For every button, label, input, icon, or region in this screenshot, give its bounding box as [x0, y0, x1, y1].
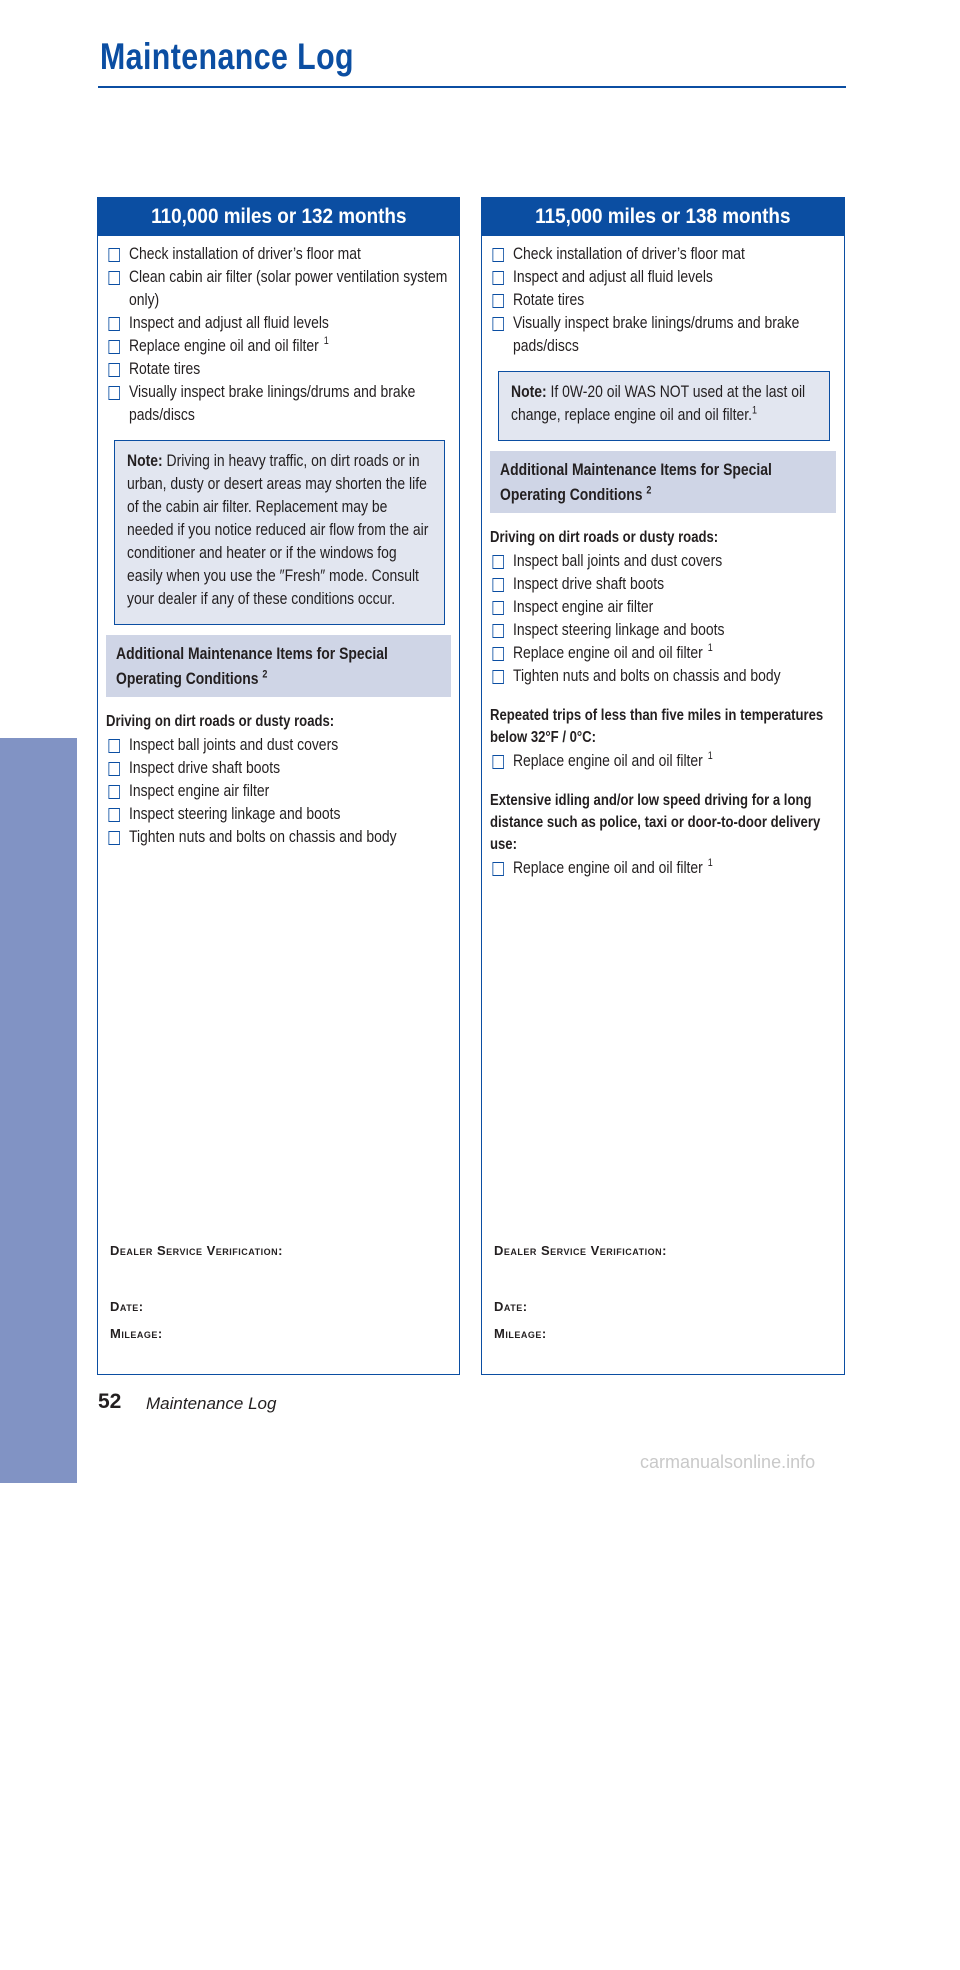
checklist-item-label: Inspect and adjust all fluid levels — [128, 313, 329, 332]
left-column — [97, 197, 460, 1375]
checklist-item-label: Inspect drive shaft boots — [128, 758, 281, 777]
additional-title: Additional Maintenance Items for Special Operating Conditions — [116, 644, 388, 688]
checklist-item-label: Replace engine oil and oil filter — [128, 336, 319, 355]
checkbox-icon[interactable] — [108, 831, 119, 845]
dealer-verification-label: Dealer Service Verification: — [110, 1243, 283, 1258]
checklist-item — [490, 664, 836, 687]
checkbox-icon[interactable] — [492, 271, 503, 285]
checklist-item-label: Check installation of driver’s floor mat — [512, 244, 745, 263]
checkbox-icon[interactable] — [108, 363, 119, 377]
checklist-item — [490, 595, 836, 618]
right-column — [481, 197, 845, 1375]
checklist-item — [106, 733, 451, 756]
right-checklist — [490, 242, 836, 357]
checkbox-icon[interactable] — [108, 386, 119, 400]
checkbox-icon[interactable] — [492, 555, 503, 569]
right-column-body — [482, 236, 844, 891]
note-text: If 0W-20 oil WAS NOT used at the last oil change, replace engine oil and oil filter. — [511, 382, 806, 424]
checkbox-icon[interactable] — [492, 755, 503, 769]
checklist-item — [490, 618, 836, 641]
checkbox-icon[interactable] — [108, 248, 119, 262]
section-spacer — [106, 848, 451, 860]
checkbox-icon[interactable] — [492, 578, 503, 592]
left-sections — [106, 711, 451, 860]
section-spacer — [490, 879, 836, 891]
checkbox-icon[interactable] — [492, 862, 503, 876]
checklist-item — [106, 756, 451, 779]
watermark: carmanualsonline.info — [640, 1452, 816, 1472]
checklist-item — [106, 265, 451, 311]
checklist-item-label: Inspect ball joints and dust covers — [128, 735, 339, 754]
page-number: 52 — [98, 1390, 122, 1413]
checkbox-icon[interactable] — [108, 340, 119, 354]
right-additional-items-header — [490, 451, 836, 513]
checklist-item — [490, 311, 836, 357]
left-column-body — [98, 236, 459, 860]
checklist-item — [106, 334, 451, 357]
side-tab-label: MAINTENANCE — [21, 1722, 54, 1970]
footnote-marker: 1 — [707, 642, 713, 655]
checklist-item — [106, 357, 451, 380]
checklist-item — [490, 572, 836, 595]
checklist-item-label: Inspect drive shaft boots — [512, 574, 665, 593]
checklist-item-label: Inspect ball joints and dust covers — [512, 551, 723, 570]
footer-label: Maintenance Log — [146, 1394, 277, 1413]
checklist-item-label: Tighten nuts and bolts on chassis and body — [128, 827, 397, 846]
checklist-item — [490, 265, 836, 288]
checkbox-icon[interactable] — [492, 647, 503, 661]
checklist-item-label: Visually inspect brake linings/drums and brake pads/discs — [128, 382, 416, 424]
checklist-item-label: Replace engine oil and oil filter — [512, 858, 703, 877]
right-sections — [490, 527, 836, 891]
note-label: Note: — [511, 382, 547, 401]
checkbox-icon[interactable] — [108, 762, 119, 776]
note-text: Driving in heavy traffic, on dirt roads or in urban, dusty or desert areas may shorten the life of the cabin air filter. Replacement may be needed if you notice reduced air flow from the air conditioner and heater or if the windows fog easily when you use the ″Fresh″ mode. Consult your dealer if any of these conditions occur. — [127, 451, 429, 608]
checklist-item-label: Check installation of driver’s floor mat — [128, 244, 361, 263]
right-note — [498, 371, 830, 441]
checklist-item-label: Inspect and adjust all fluid levels — [512, 267, 713, 286]
page-title: Maintenance Log — [100, 36, 354, 77]
checklist-item — [490, 749, 836, 772]
checklist-item — [106, 825, 451, 848]
checklist-item-label: Rotate tires — [128, 359, 201, 378]
checkbox-icon[interactable] — [492, 317, 503, 331]
right-column-header: 115,000 miles or 138 months — [482, 198, 844, 236]
left-additional-items-header — [106, 635, 451, 697]
mileage-label: Mileage: — [494, 1326, 547, 1341]
checklist-item — [106, 802, 451, 825]
checklist-item-label: Visually inspect brake linings/drums and brake pads/discs — [512, 313, 800, 355]
date-label: Date: — [494, 1299, 528, 1314]
note-label: Note: — [127, 451, 163, 470]
checklist-item-label: Replace engine oil and oil filter — [512, 751, 703, 770]
checklist-item — [490, 242, 836, 265]
checklist-item — [106, 779, 451, 802]
checkbox-icon[interactable] — [492, 670, 503, 684]
checklist-item — [106, 242, 451, 265]
section-spacer — [490, 687, 836, 699]
checklist-item-label: Inspect steering linkage and boots — [512, 620, 725, 639]
condition-heading: Driving on dirt roads or dusty roads: — [106, 713, 335, 730]
checklist-item — [490, 856, 836, 879]
checkbox-icon[interactable] — [492, 624, 503, 638]
checkbox-icon[interactable] — [492, 248, 503, 262]
left-note — [114, 440, 445, 625]
additional-footnote: 2 — [646, 484, 652, 497]
checkbox-icon[interactable] — [108, 271, 119, 285]
checkbox-icon[interactable] — [492, 601, 503, 615]
condition-heading: Driving on dirt roads or dusty roads: — [490, 529, 719, 546]
footnote-marker: 1 — [707, 750, 713, 763]
checkbox-icon[interactable] — [108, 785, 119, 799]
title-rule — [98, 86, 846, 88]
checklist-item — [490, 549, 836, 572]
date-label: Date: — [110, 1299, 144, 1314]
condition-heading: Extensive idling and/or low speed driving for a long distance such as police, taxi or door-to-door delivery use: — [490, 792, 821, 853]
condition-heading: Repeated trips of less than five miles in temperatures below 32°F / 0°C: — [490, 707, 824, 746]
checklist-item-label: Inspect engine air filter — [128, 781, 270, 800]
dealer-verification-label: Dealer Service Verification: — [494, 1243, 667, 1258]
checklist-item — [106, 380, 451, 426]
checklist-item — [106, 311, 451, 334]
checkbox-icon[interactable] — [108, 739, 119, 753]
checkbox-icon[interactable] — [492, 294, 503, 308]
mileage-label: Mileage: — [110, 1326, 163, 1341]
section-spacer — [490, 772, 836, 784]
checklist-item — [490, 641, 836, 664]
additional-footnote: 2 — [262, 668, 268, 681]
checklist-item-label: Inspect engine air filter — [512, 597, 654, 616]
side-tab — [0, 738, 77, 1970]
left-column-header: 110,000 miles or 132 months — [98, 198, 459, 236]
checklist-item-label: Rotate tires — [512, 290, 585, 309]
checklist-item-label: Tighten nuts and bolts on chassis and body — [512, 666, 781, 685]
checklist-item-label: Replace engine oil and oil filter — [512, 643, 703, 662]
checkbox-icon[interactable] — [108, 808, 119, 822]
additional-title: Additional Maintenance Items for Special Operating Conditions — [500, 460, 772, 504]
checkbox-icon[interactable] — [108, 317, 119, 331]
footnote-marker: 1 — [707, 857, 713, 870]
footnote-marker: 1 — [323, 335, 329, 348]
note-footnote: 1 — [752, 404, 758, 417]
checklist-item-label: Clean cabin air filter (solar power ventilation system only) — [128, 267, 448, 309]
checklist-item — [490, 288, 836, 311]
checklist-item-label: Inspect steering linkage and boots — [128, 804, 341, 823]
left-checklist — [106, 242, 451, 426]
